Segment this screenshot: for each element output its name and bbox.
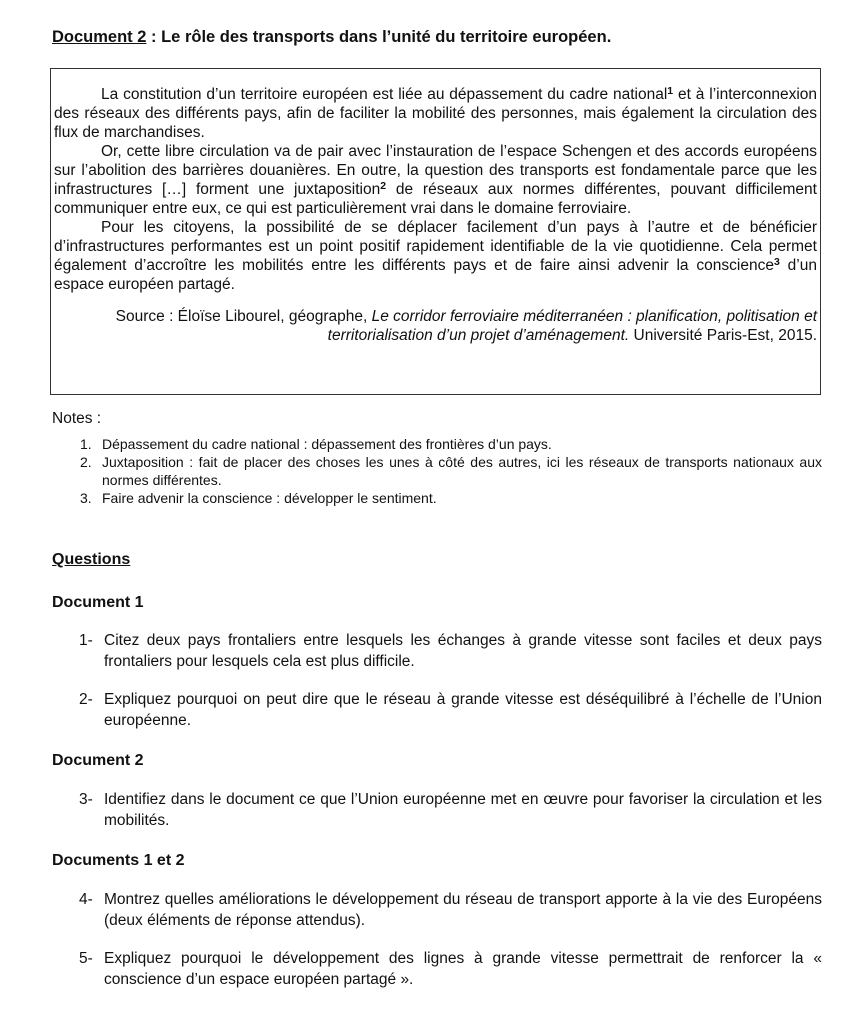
question-text: Identifiez dans le document ce que l’Union européenne met en œuvre pour favoriser la circulation et les mobilités. bbox=[104, 791, 822, 829]
footnote-ref-1: 1 bbox=[667, 85, 674, 97]
question-number: 1- bbox=[79, 632, 93, 649]
section-heading-document-1: Document 1 bbox=[52, 594, 144, 611]
source-suffix: Université Paris-Est, 2015. bbox=[629, 327, 817, 344]
paragraph-3-text-a: Pour les citoyens, la possibilité de se déplacer facilement d’un pays à l’autre et de bénéficier d’infrastructures performantes est un point positif rapidement identifiable de la vie quotidienne. Cela permet également d’accroître les mobilités entre les différents pays et de faire ainsi advenir la conscience bbox=[54, 219, 817, 274]
section-heading-document-2: Document 2 bbox=[52, 752, 144, 769]
notes-label: Notes : bbox=[52, 410, 102, 427]
question-item bbox=[79, 689, 822, 731]
question-item bbox=[79, 948, 822, 990]
questions-title: Questions bbox=[52, 551, 131, 568]
footnote-ref-2: 2 bbox=[380, 180, 387, 192]
paragraph-2-text-b: de réseaux aux normes différentes, pouvant difficilement communiquer entre eux, ce qui est particulièrement vrai dans le domaine ferroviaire. bbox=[54, 181, 817, 217]
note-text: Juxtaposition : fait de placer des choses les unes à côté des autres, ici les réseaux de transports nationaux aux normes différentes. bbox=[102, 454, 822, 488]
question-number: 2- bbox=[79, 691, 93, 708]
question-item bbox=[79, 630, 822, 672]
document-2-label: Document 2 bbox=[52, 28, 147, 46]
question-item bbox=[79, 889, 822, 931]
paragraph-3 bbox=[54, 218, 817, 294]
paragraph-1-text-a: La constitution d’un territoire européen est liée au dépassement du cadre national bbox=[101, 86, 668, 103]
question-number: 4- bbox=[79, 891, 93, 908]
question-text: Citez deux pays frontaliers entre lesquels les échanges à grande vitesse sont faciles et deux pays frontaliers pour lesquels cela est plus difficile. bbox=[104, 632, 822, 670]
note-item bbox=[80, 435, 822, 453]
paragraph-1-text-b: et à l’interconnexion des réseaux des différents pays, afin de faciliter la mobilité des personnes, mais également la circulation des flux de marchandises. bbox=[54, 86, 818, 141]
note-number: 3. bbox=[80, 490, 92, 506]
section-heading-documents-1-2: Documents 1 et 2 bbox=[52, 852, 185, 869]
note-number: 1. bbox=[80, 436, 92, 452]
footnote-ref-3: 3 bbox=[773, 256, 780, 268]
paragraph-2-text-a: Or, cette libre circulation va de pair avec l’instauration de l’espace Schengen et des accords européens sur l’abolition des barrières douanières. En outre, la question des transports est fondamentale parce que les infrastructures […] forment une juxtaposition bbox=[54, 143, 817, 198]
question-number: 5- bbox=[79, 950, 93, 967]
question-text: Expliquez pourquoi le développement des lignes à grande vitesse permettrait de renforcer la « conscience d’un espace européen partagé ». bbox=[104, 950, 822, 988]
paragraph-3-text-b: d’un espace européen partagé. bbox=[54, 257, 817, 293]
document-2-title bbox=[52, 28, 611, 47]
question-text: Expliquez pourquoi on peut dire que le réseau à grande vitesse est déséquilibré à l’échelle de l’Union européenne. bbox=[104, 691, 822, 729]
note-text: Dépassement du cadre national : dépassement des frontières d’un pays. bbox=[102, 436, 552, 452]
question-number: 3- bbox=[79, 791, 93, 808]
note-item bbox=[80, 453, 822, 489]
paragraph-1 bbox=[54, 85, 817, 142]
source-citation bbox=[54, 307, 817, 345]
note-item bbox=[80, 489, 822, 507]
source-title: Le corridor ferroviaire méditerranéen : planification, politisation et territorialisation d’un projet d’aménagement. bbox=[327, 308, 817, 344]
note-number: 2. bbox=[80, 454, 92, 470]
source-prefix: Source : Éloïse Libourel, géographe, bbox=[115, 308, 372, 325]
notes-list bbox=[80, 435, 822, 507]
question-item bbox=[79, 789, 822, 831]
document-2-title-text: : Le rôle des transports dans l’unité du territoire européen. bbox=[146, 28, 612, 46]
paragraph-2 bbox=[54, 142, 817, 218]
note-text: Faire advenir la conscience : développer le sentiment. bbox=[102, 490, 437, 506]
question-text: Montrez quelles améliorations le développement du réseau de transport apporte à la vie des Européens (deux éléments de réponse attendus). bbox=[104, 891, 822, 929]
text-box bbox=[50, 68, 821, 395]
